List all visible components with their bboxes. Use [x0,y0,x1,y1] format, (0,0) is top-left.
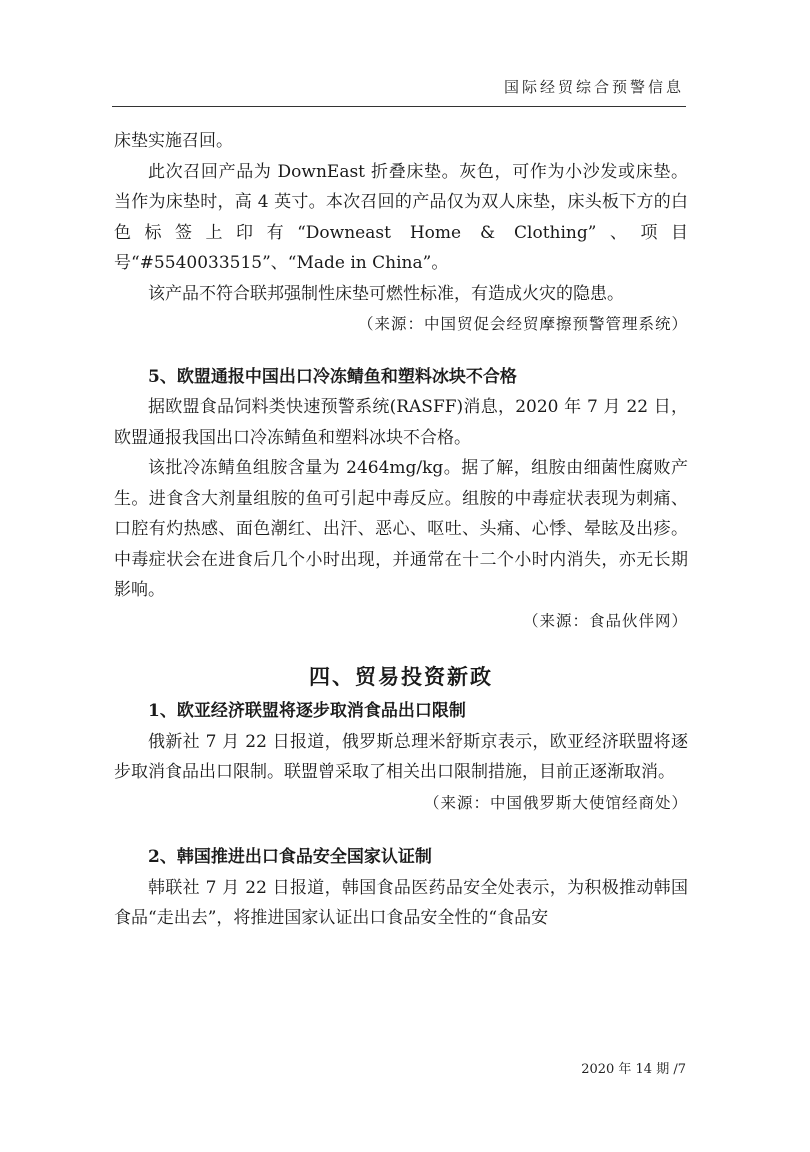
paragraph-eaeu: 俄新社 7 月 22 日报道，俄罗斯总理米舒斯京表示，欧亚经济联盟将逐步取消食品出口限制。联盟曾采取了相关出口限制措施，目前正逐渐取消。 [114,731,688,782]
page-header [112,70,686,107]
page-content [114,126,688,934]
paragraph-histamine: 该批冷冻鲭鱼组胺含量为 2464mg/kg。据了解，组胺由细菌性腐败产生。进食含大剂量组胺的鱼可引起中毒反应。组胺的中毒症状表现为刺痛、口腔有灼热感、面色潮红、出汗、恶心、呕吐、头痛、心悸、晕眩及出疹。中毒症状会在进食后几个小时出现，并通常在十二个小时内消失，亦无长期影响。 [114,458,688,600]
paragraph-recall-product: 此次召回产品为 DownEast 折叠床垫。灰色，可作为小沙发或床垫。当作为床垫时，高 4 英寸。本次召回的产品仅为双人床垫，床头板下方的白色标签上印有“Downeast Home & Clothing”、项目号“#5540033515”、“Made in China”。 [114,161,688,273]
item-title-1: 1、欧亚经济联盟将逐步取消食品出口限制 [148,701,466,721]
paragraph-recall-hazard: 该产品不符合联邦强制性床垫可燃性标准，有造成火灾的隐患。 [148,283,624,304]
source-note: （来源：中国俄罗斯大使馆经商处） [423,793,688,812]
item-title-5: 5、欧盟通报中国出口冷冻鲭鱼和塑料冰块不合格 [148,366,517,387]
paragraph-korea: 韩联社 7 月 22 日报道，韩国食品医药品安全处表示，为积极推动韩国食品“走出去”，将推进国家认证出口食品安全性的“食品安 [114,877,688,928]
source-note: （来源：中国贸促会经贸摩擦预警管理系统） [357,315,688,333]
header-title: 国际经贸综合预警信息 [503,78,684,96]
page-footer: 2020 年 14 期 /7 [581,1062,686,1077]
paragraph-rasff: 据欧盟食品饲料类快速预警系统(RASFF)消息，2020 年 7 月 22 日，欧盟通报我国出口冷冻鲭鱼和塑料冰块不合格。 [114,397,688,448]
paragraph-continuation: 床垫实施召回。 [114,131,233,151]
item-title-2: 2、韩国推进出口食品安全国家认证制 [148,847,432,867]
section-title: 四、贸易投资新政 [309,664,493,689]
source-note: （来源：食品伙伴网） [522,611,688,630]
